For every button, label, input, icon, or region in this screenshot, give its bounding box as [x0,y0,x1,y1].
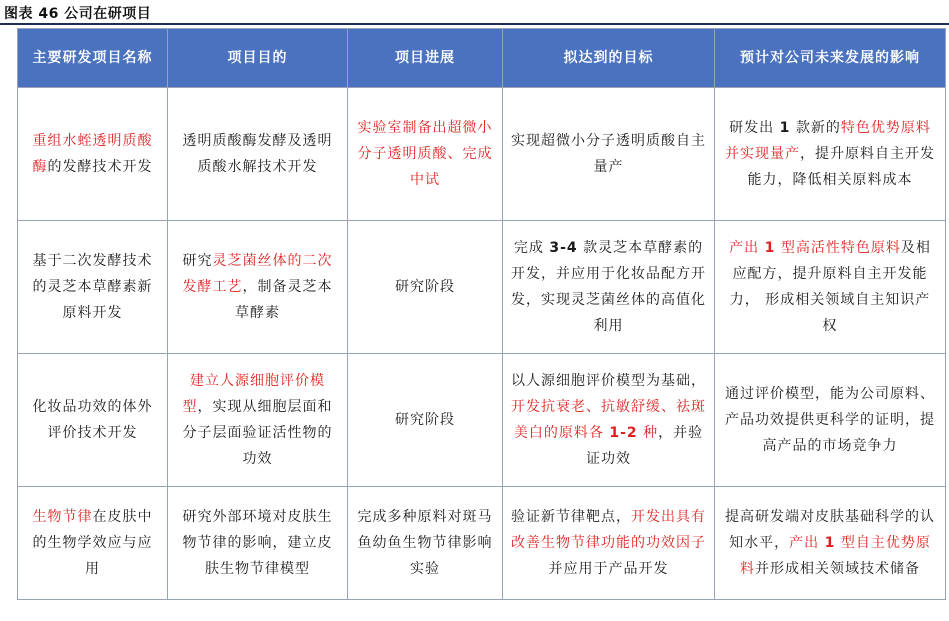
text-segment: 在皮肤中的生物学效应与应用 [32,509,153,577]
text-segment: 建立人源细胞评价模型 [182,373,325,415]
text-segment: 种 [637,425,659,441]
cell-impact [715,354,946,487]
text-segment: 通过评价模型，能为公司原料、产品功效提供更科学的证明，提高产品的市场竞争力 [725,386,935,454]
cell-project-name [18,487,168,600]
text-segment: 特色优势原料并实现量产 [725,120,931,162]
header-impact: 预计对公司未来发展的影响 [715,29,946,88]
text-segment: 透明质酸酶发酵及透明质酸水解技术开发 [182,133,333,175]
text-segment: 研究阶段 [395,279,455,295]
cell-progress [348,88,503,221]
text-segment: 3-4 [549,240,578,256]
header-goal: 拟达到的目标 [503,29,715,88]
text-segment: 研究阶段 [395,412,455,428]
cell-goal [503,487,715,600]
cell-purpose [168,487,348,600]
text-segment: 及相应配方，提升原料自主开发能力， 形成相关领域自主知识产权 [729,240,931,334]
text-segment: 验证新节律靶点， [511,509,631,525]
text-segment: 化妆品功效的体外评价技术开发 [32,399,153,441]
title-divider [0,23,949,25]
cell-purpose [168,354,348,487]
rd-projects-table [17,28,946,600]
text-segment: 灵芝菌丝体的二次发酵工艺 [182,253,333,295]
text-segment: 型高活性特色原料 [775,240,901,256]
text-segment: 完成多种原料对斑马鱼幼鱼生物节律影响实验 [357,509,493,577]
table-row [18,88,946,221]
text-segment: 重组水蛭透明质酸酶 [32,133,153,175]
cell-goal [503,354,715,487]
cell-goal [503,221,715,354]
text-segment: 1 [779,120,791,136]
text-segment: 生物节律 [32,509,93,525]
cell-project-name [18,221,168,354]
text-segment: 1-2 [609,425,638,441]
header-purpose: 项目目的 [168,29,348,88]
text-segment: 款新的 [790,120,841,136]
cell-purpose [168,221,348,354]
text-segment: 并形成相关领域技术储备 [755,561,920,577]
cell-progress [348,487,503,600]
text-segment: 开发抗衰老、抗敏舒缓、祛斑美白的原料各 [511,399,706,441]
text-segment: 开发出具有改善生物节律功能的功效因子 [511,509,706,551]
cell-progress [348,221,503,354]
cell-progress [348,354,503,487]
table-row [18,487,946,600]
header-progress: 项目进展 [348,29,503,88]
text-segment: 研究 [182,253,213,269]
table-header-row [18,29,946,88]
table-row [18,221,946,354]
text-segment: ，并验证功效 [586,425,704,467]
text-segment: 以人源细胞评价模型为基础， [511,373,706,389]
text-segment: 提高研发端对皮肤基础科学的认知水平， [725,509,935,551]
text-segment: 基于二次发酵技术的灵芝本草酵素新原料开发 [32,253,153,321]
table-row [18,354,946,487]
cell-impact [715,487,946,600]
text-segment: 实现超微小分子透明质酸自主量产 [511,133,706,175]
text-segment: ，提升原料自主开发能力，降低相关原料成本 [747,146,935,188]
text-segment: 1 [824,535,836,551]
text-segment: 1 [764,240,776,256]
text-segment: 的发酵技术开发 [47,159,153,175]
cell-purpose [168,88,348,221]
figure-title: 图表 46 公司在研项目 [4,6,152,22]
text-segment: 研究外部环境对皮肤生物节律的影响，建立皮肤生物节律模型 [182,509,333,577]
text-segment: 产出 [729,240,765,256]
cell-impact [715,88,946,221]
cell-project-name [18,354,168,487]
text-segment: 研发出 [729,120,780,136]
text-segment: 实验室制备出超微小分子透明质酸、完成中试 [357,120,493,188]
text-segment: ，实现从细胞层面和分子层面验证活性物的功效 [182,399,333,467]
text-segment: 完成 [513,240,550,256]
cell-goal [503,88,715,221]
cell-impact [715,221,946,354]
text-segment: 款灵芝本草酵素的开发，并应用于化妆品配方开发，实现灵芝菌丝体的高值化利用 [511,240,706,334]
header-project-name: 主要研发项目名称 [18,29,168,88]
text-segment: 产出 [789,535,825,551]
cell-project-name [18,88,168,221]
text-segment: 型自主优势原料 [740,535,931,577]
text-segment: ，制备灵芝本草酵素 [235,279,333,321]
text-segment: 并应用于产品开发 [548,561,669,577]
